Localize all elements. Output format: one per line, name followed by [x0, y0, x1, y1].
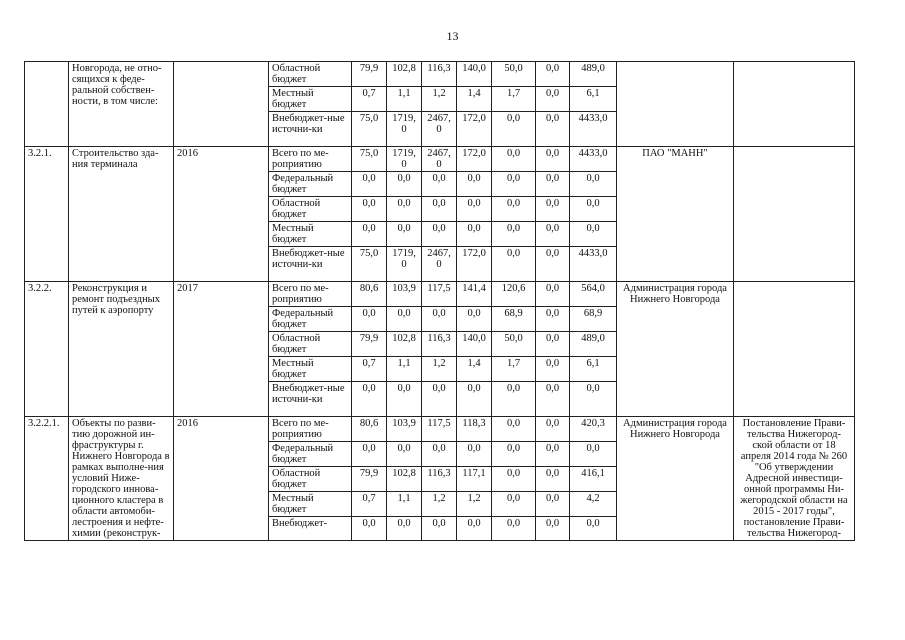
value-cell: 75,0 — [352, 247, 387, 282]
value-cell: 1,2 — [422, 492, 457, 517]
value-cell: 6,1 — [570, 357, 617, 382]
funding-source-cell: Внебюджет-ные источни-ки — [269, 112, 352, 147]
page-number: 13 — [446, 29, 459, 43]
value-cell: 50,0 — [492, 62, 536, 87]
value-cell: 0,0 — [492, 197, 536, 222]
value-cell: 0,0 — [422, 222, 457, 247]
funding-table — [24, 61, 855, 541]
activity-name-cell: Новгорода, не отно-сящихся к феде-ральной собствен-ности, в том числе: — [69, 62, 174, 147]
value-cell: 79,9 — [352, 467, 387, 492]
value-cell: 0,0 — [536, 357, 570, 382]
value-cell: 172,0 — [457, 247, 492, 282]
value-cell: 0,0 — [536, 147, 570, 172]
value-cell: 0,0 — [387, 307, 422, 332]
note-cell — [734, 282, 855, 417]
activity-name-cell: Строительство зда-ния терминала — [69, 147, 174, 282]
value-cell: 0,0 — [457, 222, 492, 247]
value-cell: 0,0 — [570, 517, 617, 541]
value-cell: 0,0 — [492, 467, 536, 492]
value-cell: 103,9 — [387, 282, 422, 307]
note-cell: Постановление Прави-тельства Нижегород-ской области от 18 апреля 2014 года № 260 "Об утверждении Адресной инвестици-онной программы Ни-жегородской области на 2015 - 2017 годы", постановление Прави-тельства Нижегород- — [734, 417, 855, 541]
funding-source-cell: Внебюджет- — [269, 517, 352, 541]
value-cell: 0,0 — [387, 172, 422, 197]
value-cell: 75,0 — [352, 147, 387, 172]
row-number-cell: 3.2.2. — [25, 282, 69, 417]
value-cell: 102,8 — [387, 62, 422, 87]
value-cell: 140,0 — [457, 332, 492, 357]
value-cell: 0,0 — [570, 172, 617, 197]
value-cell: 1719, 0 — [387, 112, 422, 147]
value-cell: 102,8 — [387, 467, 422, 492]
value-cell: 1,2 — [422, 357, 457, 382]
value-cell: 0,0 — [570, 222, 617, 247]
value-cell: 0,0 — [492, 112, 536, 147]
value-cell: 116,3 — [422, 467, 457, 492]
value-cell: 68,9 — [570, 307, 617, 332]
value-cell: 2467, 0 — [422, 112, 457, 147]
executor-cell: Администрация города Нижнего Новгорода — [617, 417, 734, 541]
value-cell: 0,0 — [352, 222, 387, 247]
funding-source-cell: Всего по ме-роприятию — [269, 417, 352, 442]
value-cell: 80,6 — [352, 417, 387, 442]
value-cell: 6,1 — [570, 87, 617, 112]
table-row — [25, 62, 855, 87]
funding-source-cell: Областной бюджет — [269, 197, 352, 222]
value-cell: 0,0 — [492, 382, 536, 417]
table-row — [25, 147, 855, 172]
note-cell — [734, 147, 855, 282]
value-cell: 4433,0 — [570, 112, 617, 147]
funding-source-cell: Областной бюджет — [269, 332, 352, 357]
funding-source-cell: Местный бюджет — [269, 222, 352, 247]
value-cell: 0,0 — [492, 247, 536, 282]
executor-cell: ПАО "МАНН" — [617, 147, 734, 282]
value-cell: 102,8 — [387, 332, 422, 357]
value-cell: 117,5 — [422, 417, 457, 442]
value-cell: 0,0 — [536, 222, 570, 247]
funding-source-cell: Внебюджет-ные источни-ки — [269, 382, 352, 417]
value-cell: 0,0 — [352, 442, 387, 467]
value-cell: 0,0 — [457, 382, 492, 417]
value-cell: 116,3 — [422, 332, 457, 357]
value-cell: 103,9 — [387, 417, 422, 442]
value-cell: 0,0 — [570, 197, 617, 222]
value-cell: 4,2 — [570, 492, 617, 517]
value-cell: 141,4 — [457, 282, 492, 307]
value-cell: 0,0 — [457, 197, 492, 222]
value-cell: 0,0 — [536, 332, 570, 357]
value-cell: 116,3 — [422, 62, 457, 87]
year-cell: 2016 — [174, 417, 269, 541]
value-cell: 117,1 — [457, 467, 492, 492]
value-cell: 0,0 — [352, 382, 387, 417]
value-cell: 0,0 — [387, 442, 422, 467]
value-cell: 1,7 — [492, 357, 536, 382]
value-cell: 0,0 — [536, 382, 570, 417]
value-cell: 0,0 — [492, 222, 536, 247]
value-cell: 0,0 — [570, 442, 617, 467]
value-cell: 4433,0 — [570, 147, 617, 172]
value-cell: 0,0 — [422, 307, 457, 332]
activity-name-cell: Объекты по разви-тию дорожной ин-фраструктуры г. Нижнего Новгорода в рамках выполне-ния условий Ниже-городского иннова-ционного кластера в области автомоби-лестроения и нефте-химии (реконструк- — [69, 417, 174, 541]
value-cell: 120,6 — [492, 282, 536, 307]
year-cell — [174, 62, 269, 147]
value-cell: 50,0 — [492, 332, 536, 357]
table-row — [25, 417, 855, 442]
value-cell: 0,0 — [387, 197, 422, 222]
funding-source-cell: Всего по ме-роприятию — [269, 147, 352, 172]
value-cell: 1719, 0 — [387, 147, 422, 172]
funding-source-cell: Внебюджет-ные источни-ки — [269, 247, 352, 282]
value-cell: 0,0 — [536, 87, 570, 112]
funding-source-cell: Местный бюджет — [269, 87, 352, 112]
value-cell: 0,0 — [536, 467, 570, 492]
value-cell: 1,1 — [387, 357, 422, 382]
value-cell: 416,1 — [570, 467, 617, 492]
table-row — [25, 282, 855, 307]
value-cell: 0,0 — [536, 247, 570, 282]
value-cell: 1,7 — [492, 87, 536, 112]
value-cell: 1719, 0 — [387, 247, 422, 282]
value-cell: 0,0 — [457, 517, 492, 541]
value-cell: 0,0 — [422, 382, 457, 417]
value-cell: 0,0 — [570, 382, 617, 417]
value-cell: 140,0 — [457, 62, 492, 87]
value-cell: 420,3 — [570, 417, 617, 442]
value-cell: 80,6 — [352, 282, 387, 307]
value-cell: 0,0 — [387, 382, 422, 417]
funding-source-cell: Областной бюджет — [269, 62, 352, 87]
row-number-cell: 3.2.1. — [25, 147, 69, 282]
value-cell: 1,2 — [422, 87, 457, 112]
value-cell: 4433,0 — [570, 247, 617, 282]
row-number-cell — [25, 62, 69, 147]
value-cell: 0,0 — [492, 492, 536, 517]
value-cell: 0,0 — [536, 62, 570, 87]
value-cell: 0,0 — [492, 517, 536, 541]
value-cell: 1,1 — [387, 87, 422, 112]
value-cell: 1,1 — [387, 492, 422, 517]
value-cell: 172,0 — [457, 112, 492, 147]
value-cell: 0,0 — [387, 222, 422, 247]
activity-name-cell: Реконструкция и ремонт подъездных путей к аэропорту — [69, 282, 174, 417]
value-cell: 75,0 — [352, 112, 387, 147]
value-cell: 0,0 — [536, 112, 570, 147]
year-cell: 2016 — [174, 147, 269, 282]
value-cell: 0,0 — [422, 172, 457, 197]
value-cell: 0,0 — [457, 442, 492, 467]
value-cell: 0,0 — [352, 197, 387, 222]
value-cell: 0,7 — [352, 87, 387, 112]
value-cell: 489,0 — [570, 332, 617, 357]
value-cell: 564,0 — [570, 282, 617, 307]
value-cell: 172,0 — [457, 147, 492, 172]
executor-cell — [617, 62, 734, 147]
value-cell: 1,4 — [457, 357, 492, 382]
funding-source-cell: Областной бюджет — [269, 467, 352, 492]
funding-source-cell: Федеральный бюджет — [269, 442, 352, 467]
row-number-cell: 3.2.2.1. — [25, 417, 69, 541]
funding-source-cell: Местный бюджет — [269, 492, 352, 517]
value-cell: 2467, 0 — [422, 247, 457, 282]
value-cell: 0,0 — [387, 517, 422, 541]
value-cell: 0,0 — [352, 517, 387, 541]
value-cell: 118,3 — [457, 417, 492, 442]
value-cell: 0,0 — [536, 307, 570, 332]
value-cell: 0,0 — [536, 492, 570, 517]
value-cell: 0,0 — [457, 307, 492, 332]
value-cell: 0,0 — [536, 517, 570, 541]
value-cell: 0,0 — [422, 197, 457, 222]
value-cell: 1,2 — [457, 492, 492, 517]
value-cell: 0,0 — [352, 307, 387, 332]
value-cell: 79,9 — [352, 62, 387, 87]
value-cell: 0,0 — [492, 417, 536, 442]
value-cell: 0,0 — [492, 147, 536, 172]
funding-source-cell: Федеральный бюджет — [269, 172, 352, 197]
value-cell: 0,0 — [536, 282, 570, 307]
value-cell: 0,0 — [492, 442, 536, 467]
value-cell: 79,9 — [352, 332, 387, 357]
value-cell: 0,0 — [536, 442, 570, 467]
value-cell: 0,0 — [536, 197, 570, 222]
funding-source-cell: Федеральный бюджет — [269, 307, 352, 332]
value-cell: 2467, 0 — [422, 147, 457, 172]
value-cell: 117,5 — [422, 282, 457, 307]
executor-cell: Администрация города Нижнего Новгорода — [617, 282, 734, 417]
value-cell: 0,0 — [536, 417, 570, 442]
value-cell: 0,0 — [422, 517, 457, 541]
value-cell: 0,0 — [352, 172, 387, 197]
value-cell: 0,0 — [422, 442, 457, 467]
value-cell: 68,9 — [492, 307, 536, 332]
value-cell: 489,0 — [570, 62, 617, 87]
funding-source-cell: Местный бюджет — [269, 357, 352, 382]
value-cell: 0,0 — [457, 172, 492, 197]
note-cell — [734, 62, 855, 147]
value-cell: 0,0 — [492, 172, 536, 197]
year-cell: 2017 — [174, 282, 269, 417]
value-cell: 0,0 — [536, 172, 570, 197]
value-cell: 1,4 — [457, 87, 492, 112]
value-cell: 0,7 — [352, 357, 387, 382]
value-cell: 0,7 — [352, 492, 387, 517]
funding-source-cell: Всего по ме-роприятию — [269, 282, 352, 307]
